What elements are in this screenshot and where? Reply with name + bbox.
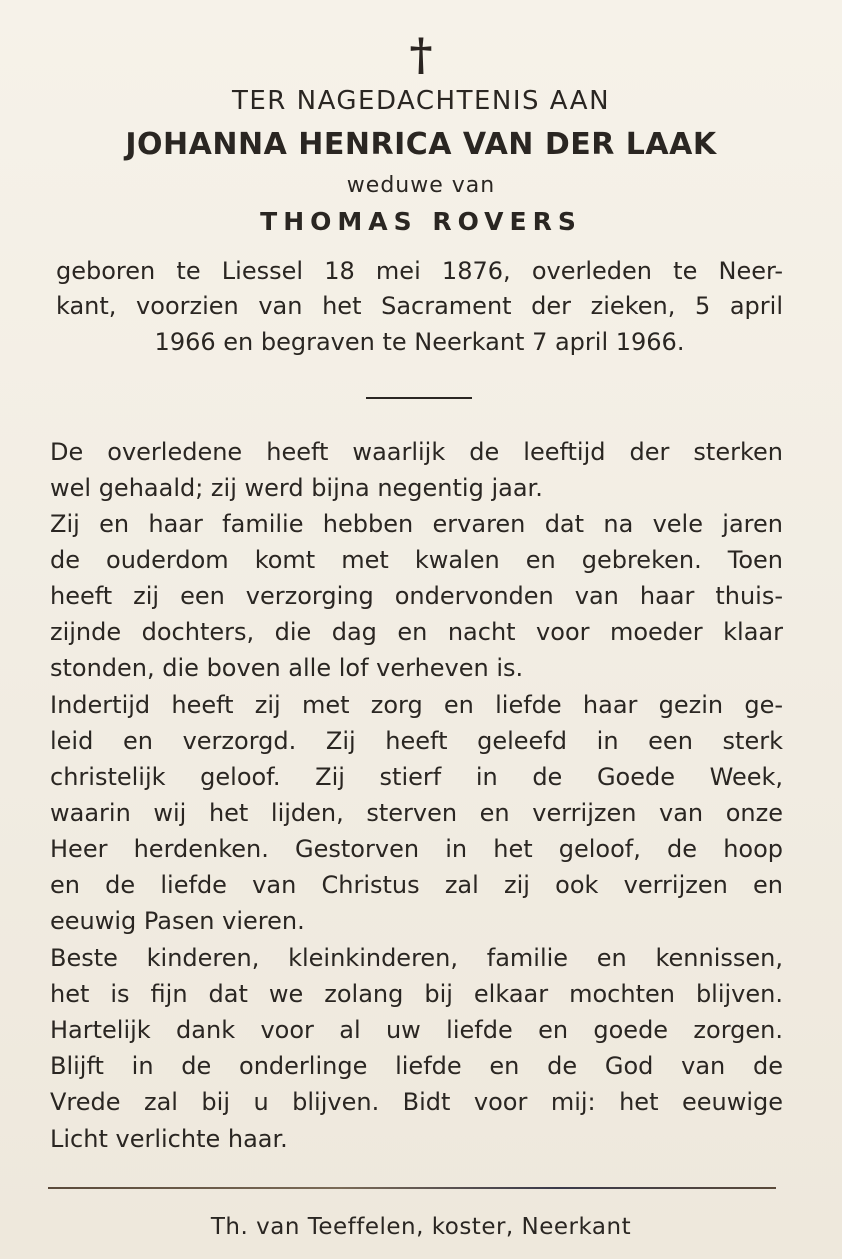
body-line: Licht verlichte haar. [50, 1125, 288, 1153]
body-line: Beste kinderen, kleinkinderen, familie en kennissen, [50, 944, 783, 972]
body-line: christelijk geloof. Zij stierf in de Goede Week, [50, 763, 783, 791]
bio-line: 1966 en begraven te Neerkant 7 april 1966. [154, 328, 685, 356]
body-line: Blijft in de onderlinge liefde en de God van de [50, 1052, 783, 1080]
body-line: Hartelijk dank voor al uw liefde en goede zorgen. [50, 1016, 783, 1044]
bio-line: kant, voorzien van het Sacrament der zieken, 5 april [56, 292, 783, 320]
divider [366, 397, 472, 399]
body-line: het is fijn dat we zolang bij elkaar mochten blijven. [50, 980, 783, 1008]
body-line: leid en verzorgd. Zij heeft geleefd in een sterk [50, 727, 783, 755]
widow-of-label: weduwe van [346, 173, 496, 198]
bio-line: geboren te Liessel 18 mei 1876, overleden te Neer- [56, 257, 783, 285]
body-line: Indertijd heeft zij met zorg en liefde haar gezin ge- [50, 691, 783, 719]
body-line: wel gehaald; zij werd bijna negentig jaar. [50, 474, 543, 502]
intro-heading: TER NAGEDACHTENIS AAN [231, 86, 611, 116]
footer-rule [48, 1187, 776, 1189]
body-line: eeuwig Pasen vieren. [50, 907, 305, 935]
body-line: en de liefde van Christus zal zij ook verrijzen en [50, 871, 783, 899]
body-line: waarin wij het lijden, sterven en verrijzen van onze [50, 799, 783, 827]
body-line: Heer herdenken. Gestorven in het geloof, de hoop [50, 835, 783, 863]
deceased-name: JOHANNA HENRICA VAN DER LAAK [125, 127, 717, 162]
body-line: heeft zij een verzorging ondervonden van haar thuis- [50, 582, 783, 610]
printer-credit: Th. van Teeffelen, koster, Neerkant [210, 1214, 632, 1240]
body-line: zijnde dochters, die dag en nacht voor moeder klaar [50, 618, 783, 646]
cross-icon: † [409, 30, 433, 81]
body-line: Vrede zal bij u blijven. Bidt voor mij: het eeuwige [50, 1088, 783, 1116]
body-line: stonden, die boven alle lof verheven is. [50, 654, 524, 682]
body-line: De overledene heeft waarlijk de leeftijd der sterken [50, 438, 783, 466]
body-line: de ouderdom komt met kwalen en gebreken. Toen [50, 546, 783, 574]
body-line: Zij en haar familie hebben ervaren dat na vele jaren [50, 510, 783, 538]
husband-name: THOMAS ROVERS [260, 207, 582, 236]
